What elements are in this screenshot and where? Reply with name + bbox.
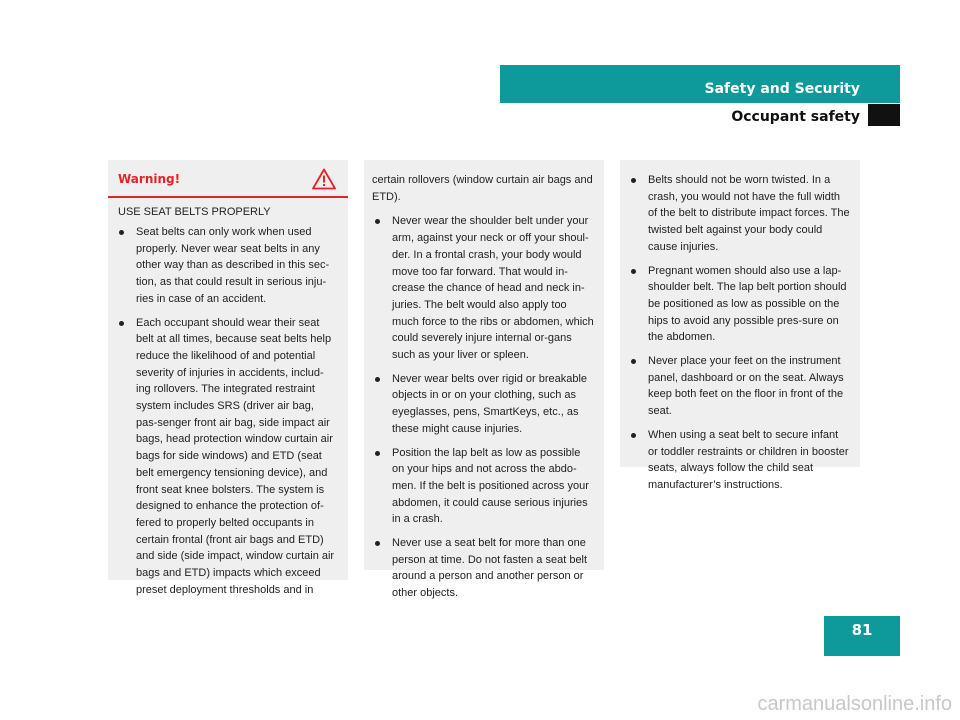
bullet-icon (375, 377, 380, 382)
list-item: Seat belts can only work when used properly. Never wear seat belts in any other way than as described in this sec-tion, as that could result in serious inju-ries in case of an accident. (116, 224, 338, 308)
warning-heading: USE SEAT BELTS PROPERLY (118, 206, 271, 218)
content-column-3 (620, 160, 860, 491)
warning-title: Warning! (118, 172, 181, 186)
warning-list (116, 224, 338, 598)
list-item: Never place your feet on the instrument panel, dashboard or on the seat. Always keep both feet on the floor in front of the seat. (628, 353, 850, 420)
bullet-icon (631, 178, 636, 183)
content-column-2 (364, 160, 604, 600)
bullet-list (372, 213, 594, 601)
watermark: carmanualsonline.info (757, 693, 952, 715)
list-item: Each occupant should wear their seat belt at all times, because seat belts help reduce the likelihood of and potential severity of injuries in accidents, includ-ing rollovers. The integrated restraint system includes SRS (driver air bag, pas-senger front air bag, side impact air bags, head protection window curtain air bags for side windows) and ETD (seat belt emergency tensioning device), and front seat knee bolsters. The system is designed to enhance the protection of-fered to properly belted occupants in certain frontal (front air bags and ETD) and side (side impact, window curtain air bags and ETD) impacts which exceed preset deployment thresholds and in (116, 315, 338, 599)
list-item: Position the lap belt as low as possible on your hips and not across the abdo-men. If the belt is positioned across your abdomen, it could cause serious injuries in a crash. (372, 445, 594, 529)
header-tab-marker (868, 104, 900, 126)
subsection-title: Occupant safety (731, 109, 860, 125)
continued-text: certain rollovers (window curtain air bags and ETD). (372, 174, 593, 203)
list-item: Never wear belts over rigid or breakable objects in or on your clothing, such as eyeglasses, pens, SmartKeys, etc., as these might cause injuries. (372, 371, 594, 438)
page-number: 81 (824, 616, 900, 656)
bullet-icon (631, 359, 636, 364)
list-item: When using a seat belt to secure infant or toddler restraints or children in booster seats, always follow the child seat manufacturer’s instructions. (628, 427, 850, 494)
warning-triangle-icon (312, 168, 336, 190)
bullet-list (628, 172, 850, 494)
bullet-icon (119, 230, 124, 235)
warning-header (108, 160, 348, 198)
list-item: Never use a seat belt for more than one person at time. Do not fasten a seat belt around a person and another person or other objects. (372, 535, 594, 602)
list-item: Belts should not be worn twisted. In a crash, you would not have the full width of the belt to distribute impact forces. The twisted belt against your body could cause injuries. (628, 172, 850, 256)
bullet-icon (631, 433, 636, 438)
bullet-icon (631, 269, 636, 274)
list-item: Never wear the shoulder belt under your arm, against your neck or off your shoul-der. In a frontal crash, your body would move too far forward. That would in-crease the chance of head and neck in-juries. The belt would also apply too much force to the ribs or abdomen, which could severely injure internal or-gans such as your liver or spleen. (372, 213, 594, 363)
warning-box (108, 160, 348, 596)
list-item: Pregnant women should also use a lap-shoulder belt. The lap belt portion should be positioned as low as possible on the hips to avoid any possible pres-sure on the abdomen. (628, 263, 850, 347)
bullet-icon (119, 321, 124, 326)
bullet-icon (375, 451, 380, 456)
section-header: Safety and Security (500, 65, 900, 103)
bullet-icon (375, 541, 380, 546)
bullet-icon (375, 219, 380, 224)
